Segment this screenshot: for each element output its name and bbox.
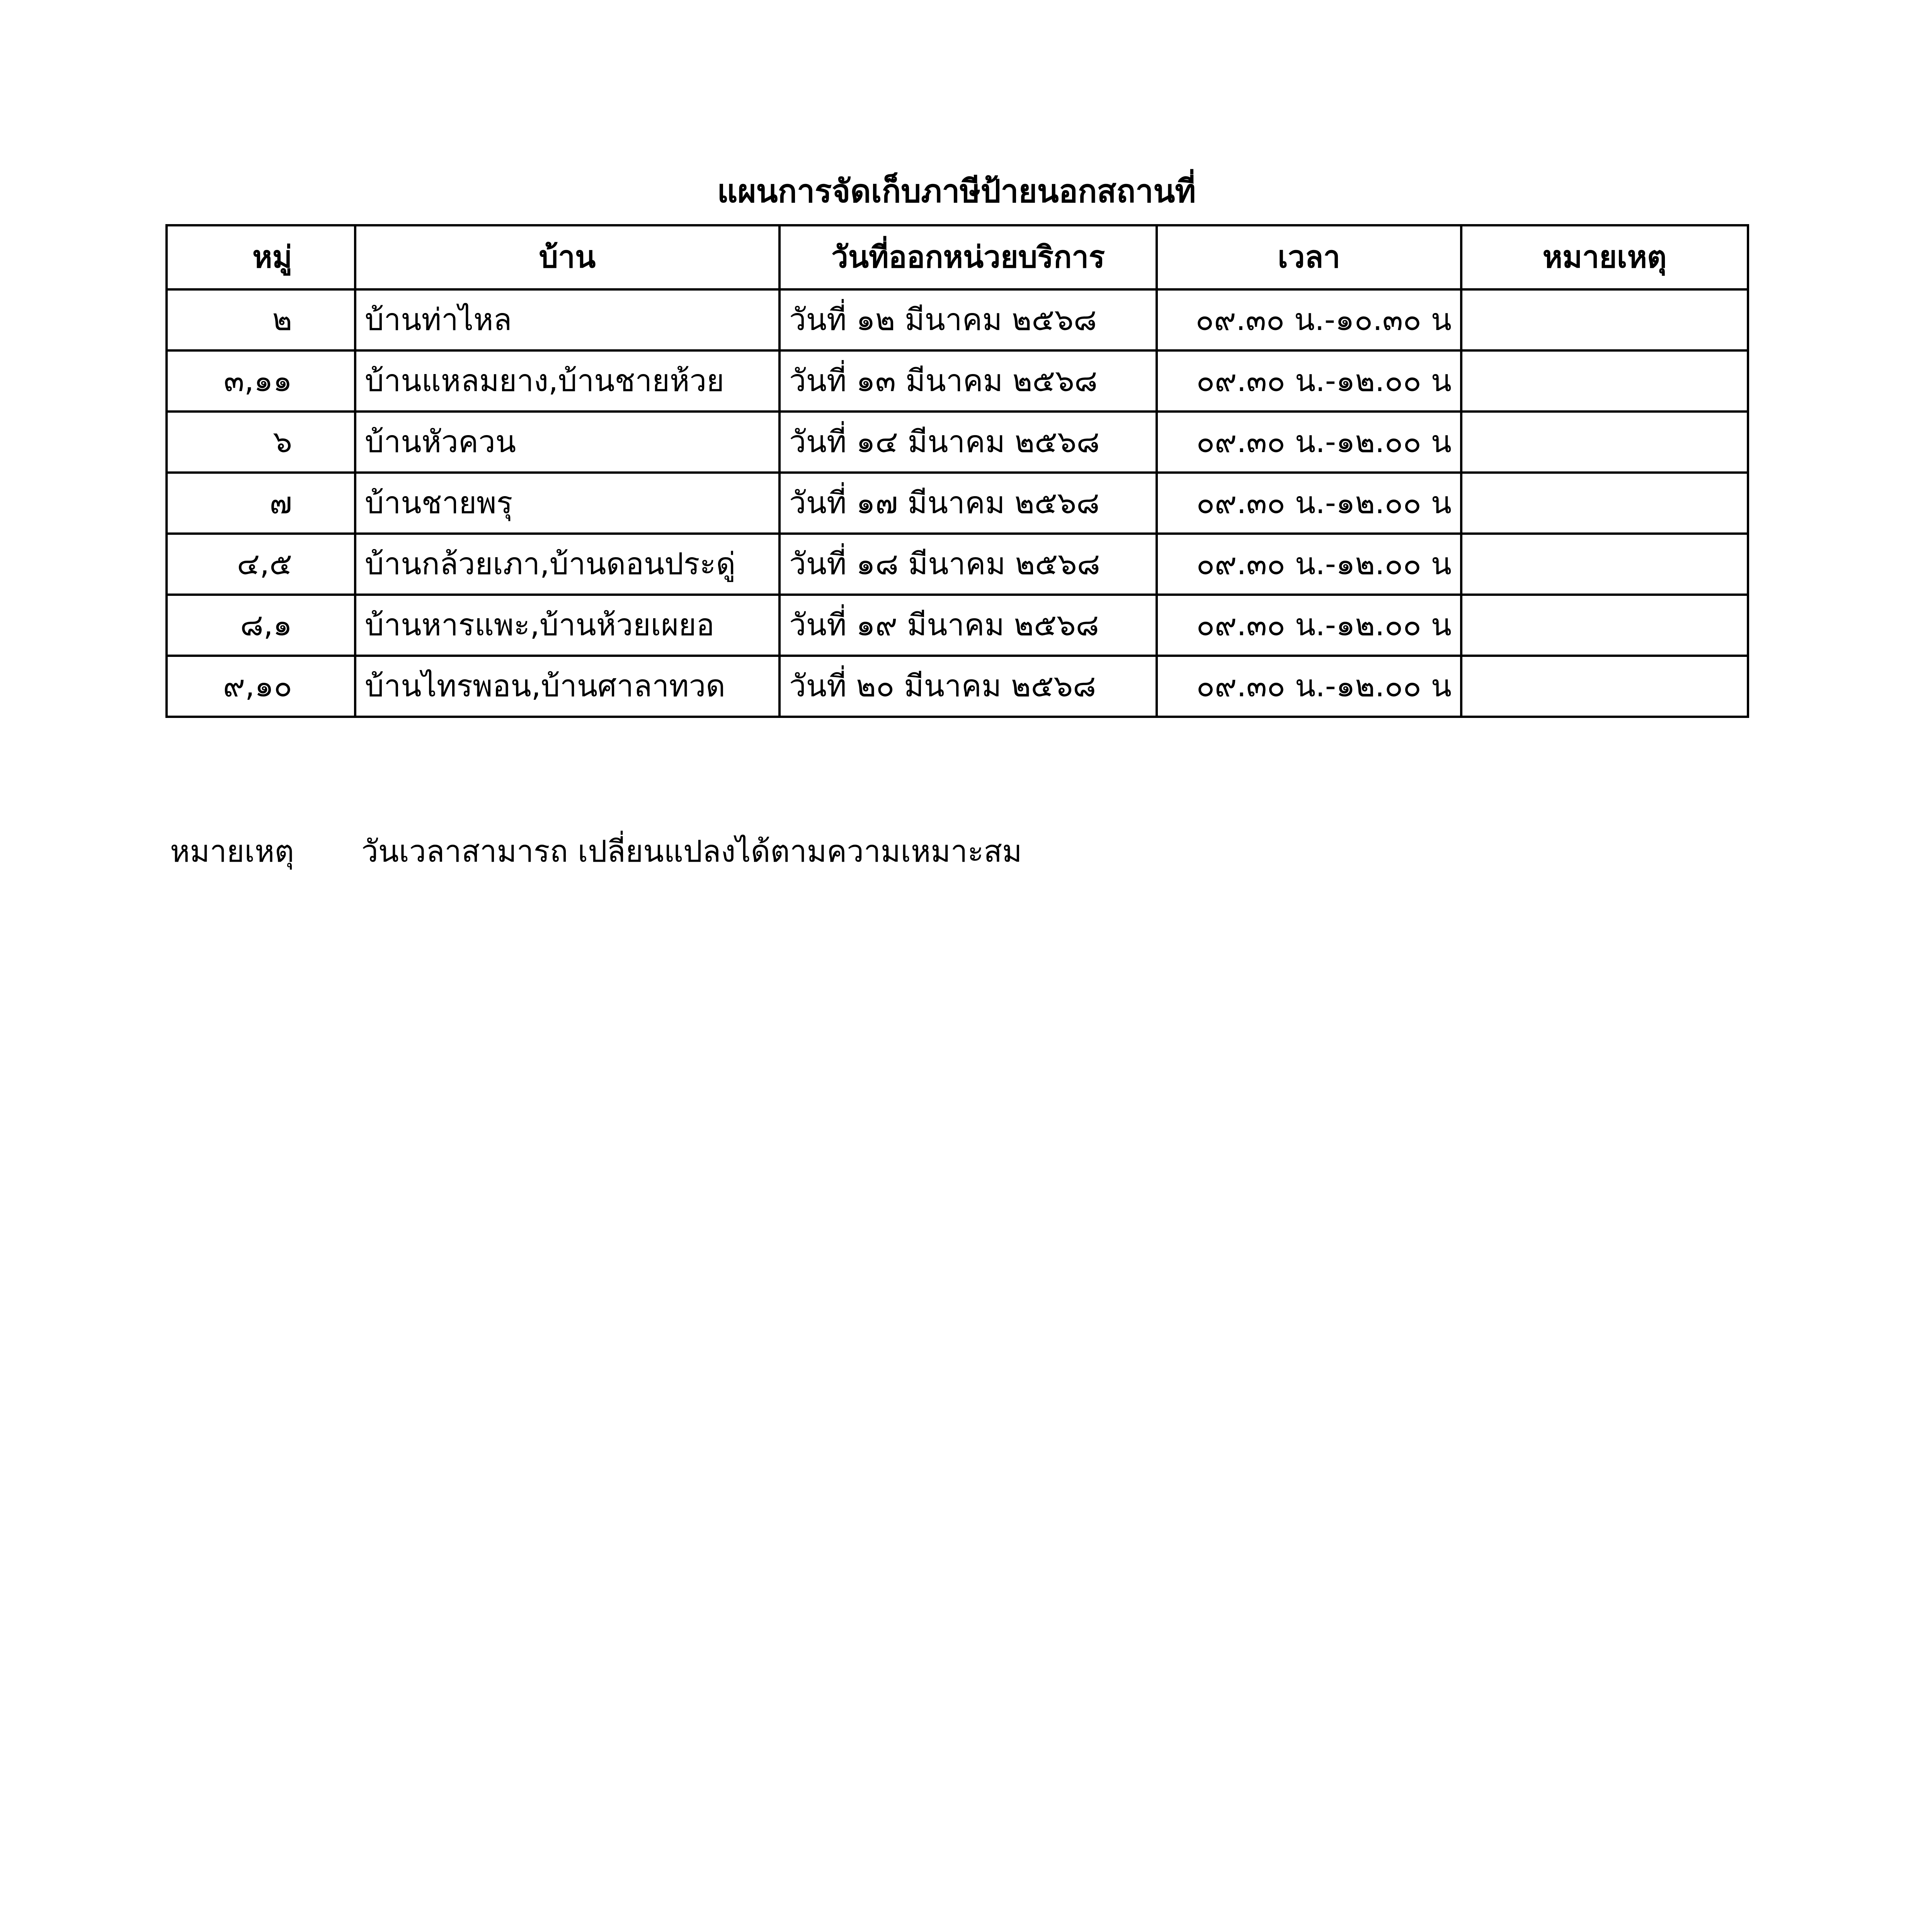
cell-date: วันที่ ๒๐ มีนาคม ๒๕๖๘ xyxy=(779,656,1157,717)
header-time: เวลา xyxy=(1157,225,1461,289)
cell-moo: ๓,๑๑ xyxy=(167,350,355,412)
cell-note xyxy=(1461,289,1748,350)
cell-moo: ๙,๑๐ xyxy=(167,656,355,717)
cell-moo: ๘,๑ xyxy=(167,595,355,656)
cell-note xyxy=(1461,534,1748,595)
cell-note xyxy=(1461,350,1748,412)
footnote xyxy=(170,834,1022,869)
cell-note xyxy=(1461,656,1748,717)
cell-village: บ้านท่าไหล xyxy=(355,289,779,350)
page-title: แผนการจัดเก็บภาษีป้ายนอกสถานที่ xyxy=(717,173,1196,210)
table-row xyxy=(167,656,1748,717)
cell-village: บ้านชายพรุ xyxy=(355,473,779,534)
header-note: หมายเหตุ xyxy=(1461,225,1748,289)
table-row xyxy=(167,595,1748,656)
cell-time: ๐๙.๓๐ น.-๑๒.๐๐ น xyxy=(1157,656,1461,717)
table-row xyxy=(167,289,1748,350)
cell-time: ๐๙.๓๐ น.-๑๒.๐๐ น xyxy=(1157,412,1461,473)
header-service-date: วันที่ออกหน่วยบริการ xyxy=(779,225,1157,289)
table-row xyxy=(167,473,1748,534)
cell-date: วันที่ ๑๙ มีนาคม ๒๕๖๘ xyxy=(779,595,1157,656)
cell-time: ๐๙.๓๐ น.-๑๒.๐๐ น xyxy=(1157,350,1461,412)
table-header-row xyxy=(167,225,1748,289)
table-row xyxy=(167,412,1748,473)
cell-time: ๐๙.๓๐ น.-๑๐.๓๐ น xyxy=(1157,289,1461,350)
cell-date: วันที่ ๑๒ มีนาคม ๒๕๖๘ xyxy=(779,289,1157,350)
cell-time: ๐๙.๓๐ น.-๑๒.๐๐ น xyxy=(1157,534,1461,595)
schedule-table xyxy=(165,224,1749,718)
cell-village: บ้านหารแพะ,บ้านห้วยเผยอ xyxy=(355,595,779,656)
cell-moo: ๔,๕ xyxy=(167,534,355,595)
cell-village: บ้านไทรพอน,บ้านศาลาทวด xyxy=(355,656,779,717)
footnote-label: หมายเหตุ xyxy=(170,834,294,869)
cell-village: บ้านแหลมยาง,บ้านชายห้วย xyxy=(355,350,779,412)
header-moo: หมู่ xyxy=(167,225,355,289)
cell-date: วันที่ ๑๗ มีนาคม ๒๕๖๘ xyxy=(779,473,1157,534)
cell-moo: ๖ xyxy=(167,412,355,473)
cell-moo: ๒ xyxy=(167,289,355,350)
cell-note xyxy=(1461,473,1748,534)
cell-date: วันที่ ๑๔ มีนาคม ๒๕๖๘ xyxy=(779,412,1157,473)
table-row xyxy=(167,534,1748,595)
cell-date: วันที่ ๑๘ มีนาคม ๒๕๖๘ xyxy=(779,534,1157,595)
cell-time: ๐๙.๓๐ น.-๑๒.๐๐ น xyxy=(1157,473,1461,534)
cell-village: บ้านหัวควน xyxy=(355,412,779,473)
cell-moo: ๗ xyxy=(167,473,355,534)
cell-note xyxy=(1461,412,1748,473)
table-row xyxy=(167,350,1748,412)
cell-time: ๐๙.๓๐ น.-๑๒.๐๐ น xyxy=(1157,595,1461,656)
header-village: บ้าน xyxy=(355,225,779,289)
cell-date: วันที่ ๑๓ มีนาคม ๒๕๖๘ xyxy=(779,350,1157,412)
cell-note xyxy=(1461,595,1748,656)
cell-village: บ้านกล้วยเภา,บ้านดอนประดู่ xyxy=(355,534,779,595)
footnote-text: วันเวลาสามารถ เปลี่ยนแปลงได้ตามความเหมาะสม xyxy=(361,834,1022,869)
